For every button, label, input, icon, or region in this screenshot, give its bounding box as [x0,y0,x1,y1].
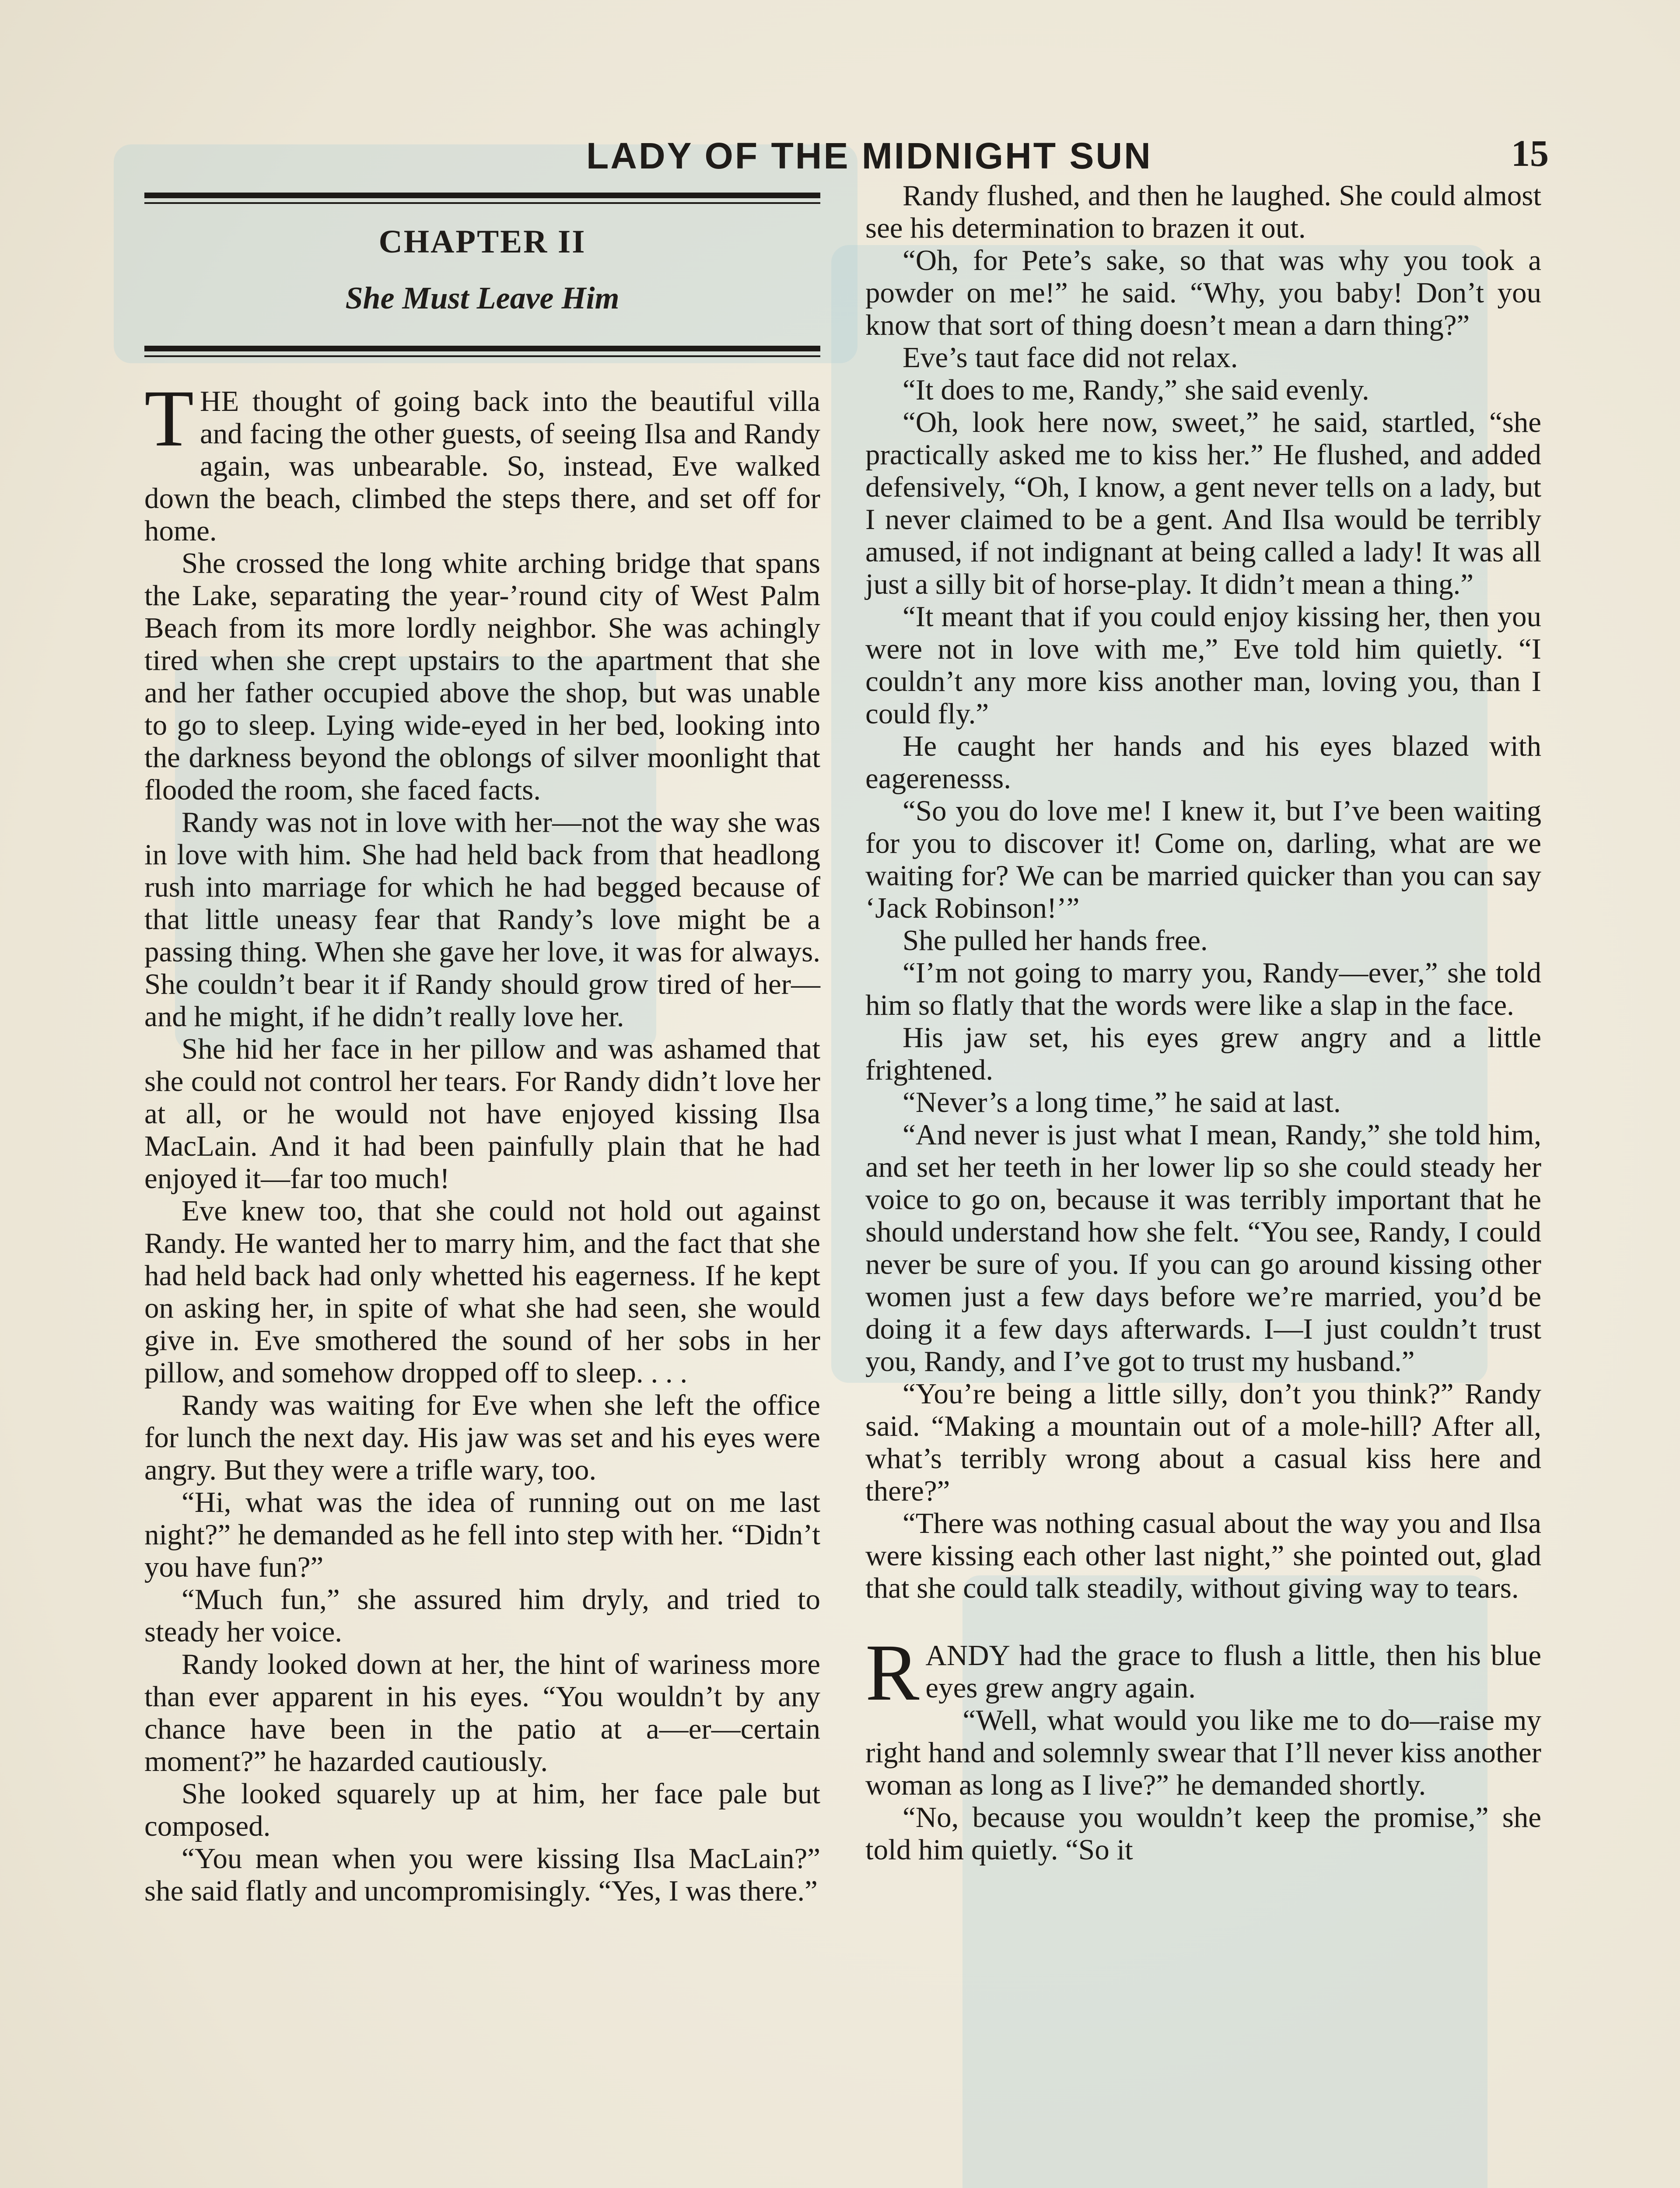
body-paragraph: Eve’s taut face did not relax. [903,341,1238,374]
body-paragraph: “Much fun,” she assured him dryly, and tried to steady her voice. [144,1583,820,1648]
section-opening-text: ANDY had the grace to flush a little, then his blue eyes grew angry again. [925,1639,1541,1704]
body-paragraph: “Hi, what was the idea of running out on me last night?” he demanded as he fell into step with her. “Didn’t you have fun?” [144,1486,820,1583]
body-paragraph: Randy looked down at her, the hint of wariness more than ever apparent in his eyes. “You wouldn’t by any chance have been in the patio at a—er—certain moment?” he hazarded cautiously. [144,1648,820,1778]
body-paragraph: “It does to me, Randy,” she said evenly. [903,374,1369,406]
body-paragraph: She pulled her hands free. [903,924,1208,957]
chapter-heading: CHAPTER II [378,224,586,260]
body-paragraph: Randy was not in love with her—not the way she was in love with him. She had held back from that headlong rush into marriage for which he had begged because of that little uneasy fear that Randy’s love might be a passing thing. When she gave her love, it was for always. She couldn’t bear it if Randy should grow tired of her—and he might, if he didn’t really love her. [144,806,820,1033]
drop-cap: T [144,374,194,463]
body-paragraph: Randy flushed, and then he laughed. She could almost see his determination to brazen it out. [865,179,1541,244]
right-column [865,179,1541,1866]
opening-paragraph [144,374,820,547]
body-paragraph: “There was nothing casual about the way you and Ilsa were kissing each other last night,” she pointed out, glad that she could talk steadily, without giving way to tears. [865,1507,1541,1604]
body-paragraph: “Well, what would you like me to do—raise my right hand and solemnly swear that I’ll never kiss another woman as long as I live?” he demanded shortly. [865,1704,1541,1801]
body-paragraph: She crossed the long white arching bridge that spans the Lake, separating the year-’round city of West Palm Beach from its more lordly neighbor. She was achingly tired when she crept upstairs to the apartment that she and her father occupied above the shop, but was unable to go to sleep. Lying wide-eyed in her bed, looking into the darkness beyond the oblongs of silver moonlight that flooded the room, she faced facts. [144,547,820,806]
body-paragraph: Eve knew too, that she could not hold out against Randy. He wanted her to marry him, and the fact that she had held back had only whetted his eagerness. If he kept on asking her, in spite of what she had seen, she would give in. Eve smothered the sound of her sobs in her pillow, and somehow dropped off to sleep. . . . [144,1195,820,1389]
body-paragraph: “No, because you wouldn’t keep the promise,” she told him quietly. “So it [865,1801,1541,1866]
body-paragraph: His jaw set, his eyes grew angry and a little frightened. [865,1021,1541,1086]
running-title: LADY OF THE MIDNIGHT SUN [586,135,1152,176]
section-break [865,1604,1541,1639]
body-paragraph: Randy was waiting for Eve when she left the office for lunch the next day. His jaw was set and his eyes were angry. But they were a trifle wary, too. [144,1389,820,1486]
left-column [144,374,820,1907]
section-opening-paragraph [865,1628,1541,1718]
page-number: 15 [1511,132,1549,174]
chapter-rule-top [144,193,820,198]
body-paragraph: “You mean when you were kissing Ilsa MacLain?” she said flatly and uncompromisingly. “Yes, I was there.” [144,1842,820,1907]
chapter-rule-top-thin [144,202,820,204]
chapter-rule-bottom-thin [144,355,820,357]
drop-cap: R [865,1628,920,1718]
body-paragraph: “It meant that if you could enjoy kissing her, then you were not in love with me,” Eve told him quietly. “I couldn’t any more kiss another man, loving you, than I could fly.” [865,600,1541,730]
body-paragraph: “Oh, look here now, sweet,” he said, startled, “she practically asked me to kiss her.” He flushed, and added defensively, “Oh, I know, a gent never tells on a lady, but I never claimed to be a gent. And Ilsa would be terribly amused, if not indignant at being called a lady! It was all just a silly bit of horse-play. It didn’t mean a thing.” [865,406,1541,600]
page-header [131,131,1549,184]
body-paragraph: She hid her face in her pillow and was ashamed that she could not control her tears. For Randy didn’t love her at all, or he would not have enjoyed kissing Ilsa MacLain. And it had been painfully plain that he had enjoyed it—far too much! [144,1033,820,1195]
body-paragraph: “You’re being a little silly, don’t you think?” Randy said. “Making a mountain out of a mole-hill? After all, what’s terribly wrong about a casual kiss here and there?” [865,1378,1541,1507]
chapter-subtitle: She Must Leave Him [345,281,620,316]
body-paragraph: She looked squarely up at him, her face pale but composed. [144,1778,820,1842]
chapter-rule-bottom [144,346,820,351]
body-paragraph: “And never is just what I mean, Randy,” she told him, and set her teeth in her lower lip so she could steady her voice to go on, because it was terribly important that he should understand how she felt. “You see, Randy, I could never be sure of you. If you can go around kissing other women just a few days before we’re married, you’d be doing it a few days afterwards. I—I just couldn’t trust you, Randy, and I’ve got to trust my husband.” [865,1119,1541,1378]
body-paragraph: “Oh, for Pete’s sake, so that was why you took a powder on me!” he said. “Why, you baby! Don’t you know that sort of thing doesn’t mean a darn thing?” [865,244,1541,341]
body-paragraph: “Never’s a long time,” he said at last. [903,1086,1341,1119]
body-paragraph: He caught her hands and his eyes blazed with eagerenesss. [865,730,1541,795]
body-paragraph: “I’m not going to marry you, Randy—ever,” she told him so flatly that the words were like a slap in the face. [865,957,1541,1021]
body-paragraph: “So you do love me! I knew it, but I’ve been waiting for you to discover it! Come on, darling, what are we waiting for? We can be married quicker than you can say ‘Jack Robinson!’” [865,795,1541,924]
opening-paragraph-text: HE thought of going back into the beautiful villa and facing the other guests, of seeing Ilsa and Randy again, was unbearable. So, instead, Eve walked down the beach, climbed the steps there, and set off for home. [144,385,820,547]
